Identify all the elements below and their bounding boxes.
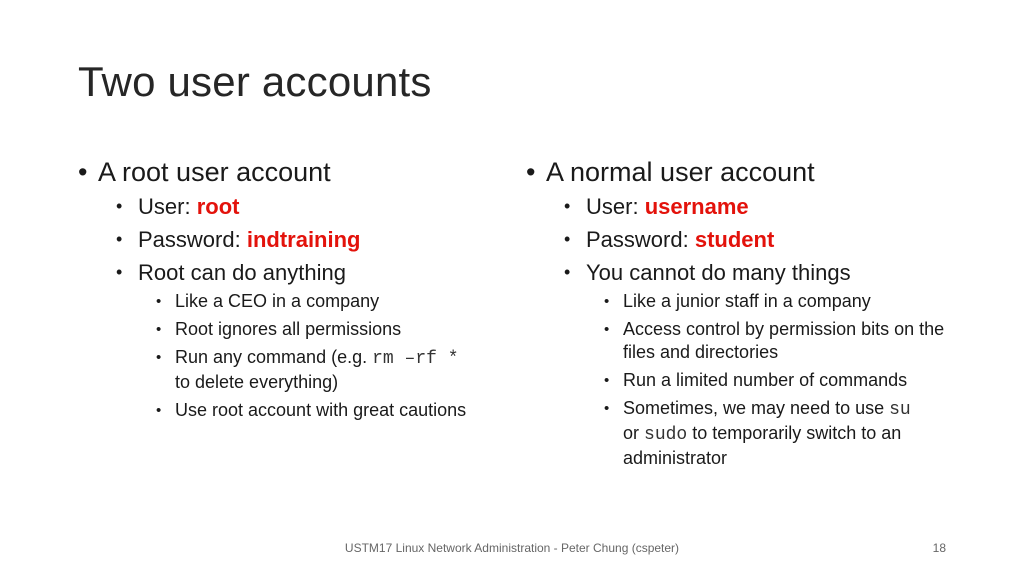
normal-password-item: • Password: student — [564, 223, 966, 256]
root-sub-item-cautions: • Use root account with great cautions — [156, 399, 508, 422]
sudo-command-code: sudo — [644, 425, 688, 445]
normal-password-value: student — [694, 227, 775, 252]
root-can-do-item: • Root can do anything • Like a CEO in a company • Root ignores all permissions • Run any command (e.g. rm –rf * to delete everything) • Use root account with great cautions — [116, 256, 508, 422]
slide-footer: USTM17 Linux Network Administration - Peter Chung (cspeter) — [344, 541, 680, 555]
normal-account-column — [526, 156, 966, 475]
normal-user-item: • User: username — [564, 190, 966, 223]
normal-sub-item-su-sudo: • Sometimes, we may need to use su or sudo to temporarily switch to an administrator — [604, 397, 966, 470]
su-command-code: su — [889, 400, 911, 420]
normal-sub-item-access-control: • Access control by permission bits on the files and directories — [604, 318, 966, 364]
root-sub-item-run-command: • Run any command (e.g. rm –rf * to delete everything) — [156, 346, 508, 394]
root-user-value: root — [196, 194, 240, 219]
page-number: 18 — [932, 541, 946, 555]
root-sub-item-permissions: • Root ignores all permissions — [156, 318, 508, 341]
root-password-value: indtraining — [246, 227, 361, 252]
normal-sub-item-limited: • Run a limited number of commands — [604, 369, 966, 392]
root-user-item: • User: root — [116, 190, 508, 223]
root-account-column — [78, 156, 508, 427]
normal-sub-item-junior: • Like a junior staff in a company — [604, 290, 966, 313]
normal-account-heading: • A normal user account • User: username • Password: student • You cannot do many things • Like a junior staff in a company • Access control by permission bits on the files and directories • Run a limited number of commands • Sometimes, we may need to use su or sudo to temporarily switch to an administrator — [526, 156, 966, 470]
root-account-heading: • A root user account • User: root • Password: indtraining • Root can do anything • Like a CEO in a company • Root ignores all permissions • Run any command (e.g. rm –rf * to delete everything) • Use root account with great cautions — [78, 156, 508, 422]
root-password-item: • Password: indtraining — [116, 223, 508, 256]
normal-cannot-do-item: • You cannot do many things • Like a junior staff in a company • Access control by permission bits on the files and directories • Run a limited number of commands • Sometimes, we may need to use su or sudo to temporarily switch to an administrator — [564, 256, 966, 470]
rm-command-code: rm –rf * — [372, 349, 459, 369]
root-sub-item-ceo: • Like a CEO in a company — [156, 290, 508, 313]
slide-title: Two user accounts — [78, 58, 432, 105]
normal-user-value: username — [644, 194, 749, 219]
